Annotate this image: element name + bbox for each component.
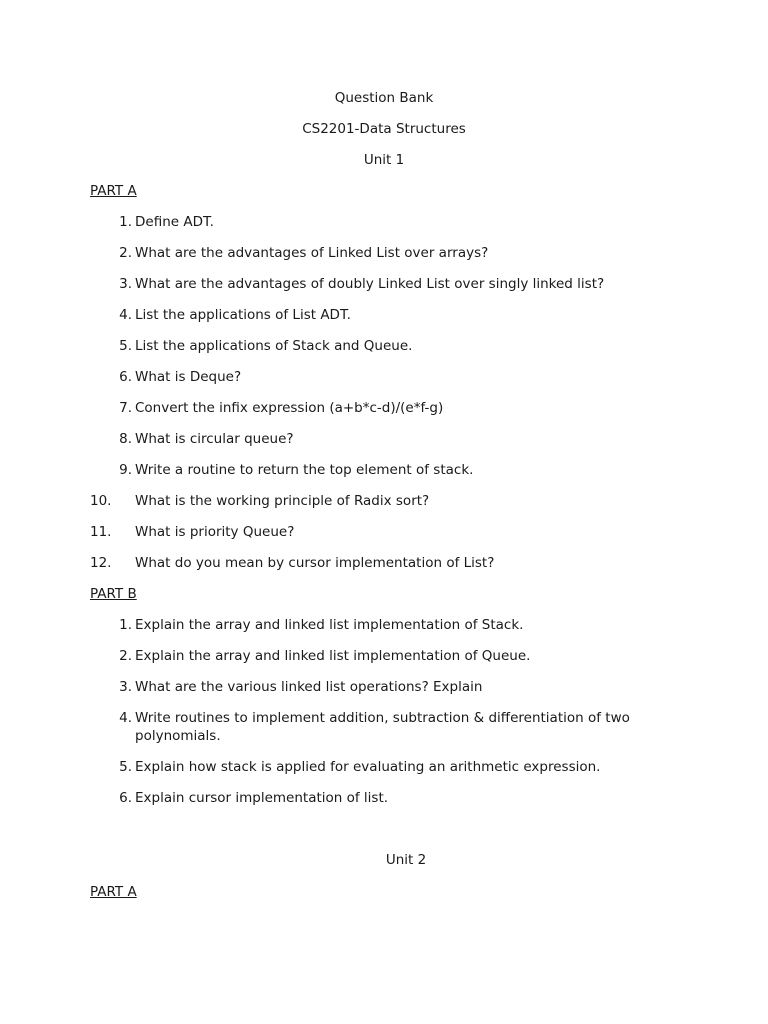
question-text: What is the working principle of Radix sort? (135, 493, 430, 509)
question-text: Define ADT. (135, 214, 214, 230)
question-text: Explain the array and linked list implementation of Queue. (135, 648, 531, 664)
question-number: 6. (119, 369, 132, 385)
course-title: CS2201-Data Structures (302, 121, 466, 137)
question-number: 3. (119, 276, 132, 292)
question-text: What are the advantages of doubly Linked List over singly linked list? (135, 276, 605, 292)
question-text: Convert the infix expression (a+b*c-d)/(e*f-g) (135, 400, 444, 416)
question-number: 4. (119, 307, 132, 323)
question-number: 8. (119, 431, 132, 447)
question-text: What do you mean by cursor implementation of List? (135, 555, 495, 571)
question-text: Explain how stack is applied for evaluating an arithmetic expression. (135, 759, 601, 775)
unit1-part-a-label: PART A (90, 183, 137, 199)
question-number: 5. (119, 338, 132, 354)
unit2-part-a-label: PART A (90, 884, 137, 900)
unit1-part-b-label: PART B (90, 586, 137, 602)
question-number: 12. (90, 555, 112, 571)
unit1-heading: Unit 1 (363, 152, 405, 168)
question-number: 9. (119, 462, 132, 478)
document-title: Question Bank (334, 90, 434, 106)
unit2-heading: Unit 2 (385, 852, 427, 868)
question-text: What is priority Queue? (135, 524, 295, 540)
question-text: List the applications of Stack and Queue. (135, 338, 413, 354)
question-text: Explain cursor implementation of list. (135, 790, 389, 806)
question-text: What are the various linked list operations? Explain (135, 679, 483, 695)
question-number: 6. (119, 790, 132, 806)
question-number: 1. (119, 214, 132, 230)
question-number: 5. (119, 759, 132, 775)
question-text: What is circular queue? (135, 431, 294, 447)
question-number: 7. (119, 400, 132, 416)
question-text: Write a routine to return the top element of stack. (135, 462, 474, 478)
question-text: What is Deque? (135, 369, 242, 385)
question-number: 2. (119, 648, 132, 664)
question-number: 11. (90, 524, 112, 540)
question-text: List the applications of List ADT. (135, 307, 351, 323)
question-text: Write routines to implement addition, subtraction & differentiation of two polynomials. (135, 710, 630, 744)
question-number: 1. (119, 617, 132, 633)
question-number: 3. (119, 679, 132, 695)
question-text: Explain the array and linked list implementation of Stack. (135, 617, 524, 633)
question-number: 4. (119, 710, 132, 726)
question-number: 10. (90, 493, 112, 509)
question-number: 2. (119, 245, 132, 261)
question-text: What are the advantages of Linked List over arrays? (135, 245, 489, 261)
